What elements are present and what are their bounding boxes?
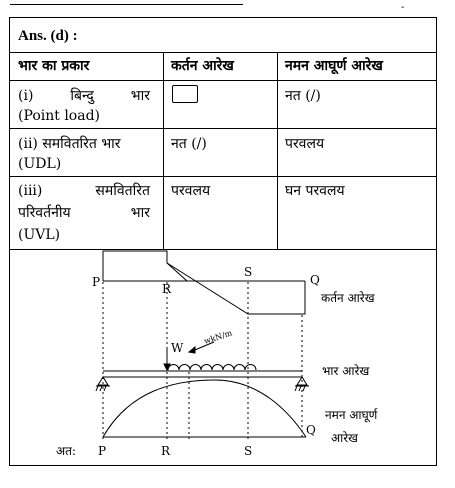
corner-mark: - <box>401 2 405 13</box>
label-Q-top: Q <box>310 273 320 287</box>
label-P-bottom: P <box>98 444 107 458</box>
load-diagram <box>103 342 302 377</box>
row1-load-line1: (i) बिन्दु भार <box>18 88 150 104</box>
row3-load-line1: (iii) समवितरित <box>18 183 150 199</box>
header-shear-diagram: कर्तन आरेख <box>171 58 234 74</box>
header-moment-diagram: नमन आघूर्ण आरेख <box>285 58 383 74</box>
label-R-top: R <box>162 282 172 296</box>
row3-load-line3: (UVL) <box>18 227 61 243</box>
header-load-type: भार का प्रकार <box>18 58 90 74</box>
label-S-bottom: S <box>244 444 253 458</box>
row2-moment: परवलय <box>285 136 325 152</box>
label-therefore: अत: <box>56 444 77 458</box>
row2-load-line1: (ii) समवितरित भार <box>18 136 121 152</box>
label-load-W: W <box>171 341 184 355</box>
label-P-top: P <box>92 275 101 289</box>
label-Q-bottom: Q <box>306 423 316 437</box>
label-moment-line2: आरेख <box>331 431 358 445</box>
label-S-top: S <box>244 265 253 279</box>
row2-shear: नत (/) <box>171 136 207 152</box>
label-load-diagram: भार आरेख <box>322 364 370 378</box>
shear-force-diagram <box>103 251 305 314</box>
label-shear-diagram: कर्तन आरेख <box>321 291 375 305</box>
row2-load-line2: (UDL) <box>18 156 62 172</box>
projection-lines <box>103 282 302 440</box>
right-support-icon <box>295 377 309 391</box>
row3-moment: घन परवलय <box>285 183 345 199</box>
row3-shear: परवलय <box>171 183 211 199</box>
label-load-rate: wkN/m <box>202 328 234 346</box>
row1-moment: नत (/) <box>285 88 321 104</box>
answer-label: Ans. (d) : <box>18 28 78 44</box>
label-moment-line1: नमन आघूर्ण <box>325 408 378 422</box>
label-R-bottom: R <box>161 444 171 458</box>
row3-load-line2: परिवर्तनीय भार <box>18 205 150 221</box>
bending-moment-diagram <box>103 380 306 437</box>
row1-load-line2: (Point load) <box>18 108 100 124</box>
